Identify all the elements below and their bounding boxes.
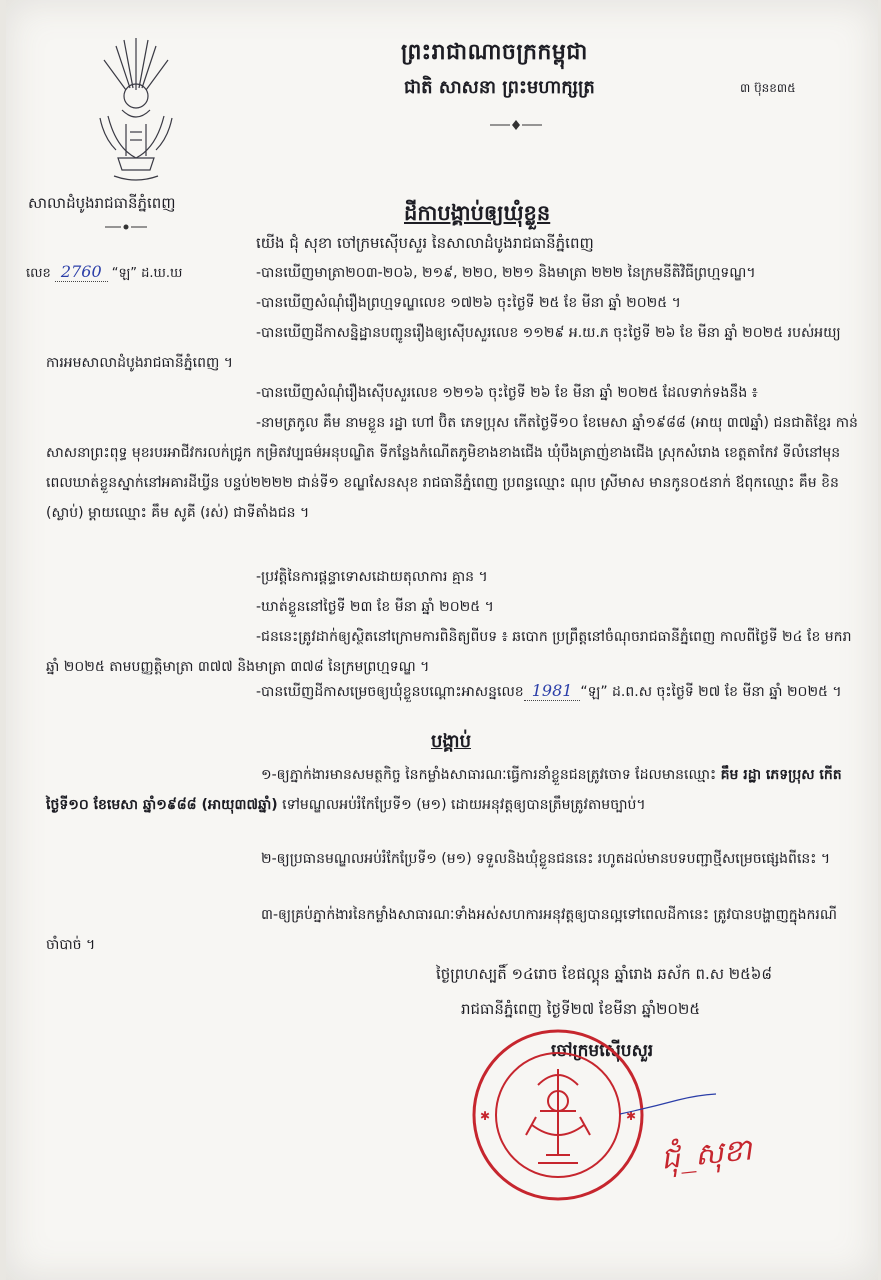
order-1-text: ១-ឲ្យភ្នាក់ងារមានសមត្ថកិច្ច នៃកម្លាំងសាធារណៈធ្វើការនាំខ្លួនជនត្រូវចោទ ដែលមានឈ្មោះ bbox=[261, 767, 721, 783]
signature-flourish-icon bbox=[618, 1092, 718, 1122]
order-1-destination: ទៅមណ្ឌលអប់រំកែប្រែទី១ (ម១) ដោយអនុវត្តឲ្យបានត្រឹមត្រូវតាមច្បាប់។ bbox=[277, 797, 646, 813]
svg-text:✱: ✱ bbox=[480, 1109, 491, 1123]
court-name: សាលាដំបូងរាជធានីភ្នំពេញ bbox=[28, 194, 176, 212]
svg-text:✱: ✱ bbox=[626, 1109, 637, 1123]
order-1 bbox=[46, 760, 861, 820]
handwritten-signature: ជុំ_សុខា bbox=[659, 1132, 754, 1177]
royal-emblem-icon bbox=[86, 28, 186, 188]
order-3: ៣-ឲ្យគ្រប់ភ្នាក់ងារនៃកម្លាំងសាធារណៈទាំងអស់សហការអនុវត្តឲ្យបានល្អទៅពេលដីកានេះ ត្រូវបានបង្ហាញក្នុងករណីចាំបាច់ ។ bbox=[46, 907, 837, 953]
doc-no-label: លេខ bbox=[26, 266, 51, 281]
clause-prosecutor-referral: -បានឃើញដីកាសន្និដ្ឋានបញ្ជូនរឿងឲ្យស៊ើបសួរលេខ ១១២៩ អ.យ.ភ ចុះថ្ងៃទី ២៦ ខែ មីនា ឆ្នាំ ២០២៥ របស់អយ្យការអមសាលាដំបូងរាជធានីភ្នំពេញ ។ bbox=[46, 325, 841, 371]
clause-case-file: -បានឃើញសំណុំរឿងព្រហ្មទណ្ឌលេខ ១៧២៦ ចុះថ្ងៃទី ២៥ ខែ មីនា ឆ្នាំ ២០២៥ ។ bbox=[256, 295, 681, 311]
clause-arrest-date: -ឃាត់ខ្លួននៅថ្ងៃទី ២៣ ខែ មីនា ឆ្នាំ ២០២៥ ។ bbox=[256, 599, 494, 615]
court-ornament-icon bbox=[101, 222, 151, 232]
document-number bbox=[26, 262, 182, 284]
detention-order-suffix: “ឡ” ដ.ព.ស ចុះថ្ងៃទី ២៧ ខែ មីនា ឆ្នាំ ២០២៥ ។ bbox=[580, 684, 842, 700]
detention-order-prefix: -បានឃើញដីកាសម្រេចឲ្យឃុំខ្លួនបណ្តោះអាសន្នលេខ bbox=[256, 684, 524, 700]
document-title: ដីកាបង្គាប់ឲ្យឃុំខ្លួន bbox=[404, 201, 551, 225]
judge-title: ចៅក្រមស៊ើបសួរ bbox=[551, 1041, 654, 1061]
detention-order-handwritten-number: 1981 bbox=[524, 681, 581, 701]
order-1-defendant: គឹម រដ្ឋា ភេទប្រុស កើតថ្ងៃទី១០ ខែមេសា ឆ្នាំ១៩៨៨ (អាយុ៣៧ឆ្នាំ) bbox=[46, 767, 842, 813]
document-page bbox=[6, 0, 878, 1280]
clause-defendant-identity: -នាមត្រកូល គឹម នាមខ្លួន រដ្ឋា ហៅ ប៊ិត ភេទប្រុស កើតថ្ងៃទី១០ ខែមេសា ឆ្នាំ១៩៨៨ (អាយុ ៣៧ឆ្នាំ) ជនជាតិខ្មែរ កាន់សាសនាព្រះពុទ្ធ មុខរបរអាជីវករលក់ជ្រូក កម្រិតវប្បធម៌អនុបណ្ឌិត ទីកន្លែងកំណើតភូមិខាងខាងជើង ឃុំបឹងត្រាញ់ខាងជើង ស្រុកសំរោង ខេត្តតាកែវ ទីលំនៅមុនពេលឃាត់ខ្លួនស្នាក់នៅអគារដីឃ្វីន បន្ទប់២២២២ ជាន់ទី១ ខណ្ឌសែនសុខ រាជធានីភ្នំពេញ ប្រពន្ធឈ្មោះ ណុប ស្រីមាស មានកូន០៥នាក់ ឪពុកឈ្មោះ គឹម ខិន (ស្លាប់) ម្តាយឈ្មោះ គឹម សូគី (រស់) ជាទីតាំងជន ។ bbox=[46, 415, 858, 521]
national-motto: ជាតិ សាសនា ព្រះមហាក្សត្រ bbox=[404, 77, 595, 98]
clause-detention-order bbox=[46, 676, 861, 707]
clause-investigation-file: -បានឃើញសំណុំរឿងស៊ើបសួរលេខ ១២១៦ ចុះថ្ងៃទី ២៦ ខែ មីនា ឆ្នាំ ២០២៥ ដែលទាក់ទងនឹង ៖ bbox=[256, 385, 758, 401]
judge-intro: យើង ជុំ សុខា ចៅក្រមស៊ើបសួរ នៃសាលាដំបូងរាជធានីភ្នំពេញ bbox=[256, 234, 594, 252]
clause-charge: -ជននេះត្រូវដាក់ឲ្យស្ថិតនៅក្រោមការពិនិត្យពីបទ ៖ ឆបោក ប្រព្រឹត្តនៅចំណុចរាជធានីភ្នំពេញ កាលពីថ្ងៃទី ២៤ ខែ មករា ឆ្នាំ ២០២៥ តាមបញ្ញត្តិមាត្រា ៣៧៧ និងមាត្រា ៣៧៨ នៃក្រមព្រហ្មទណ្ឌ ។ bbox=[46, 629, 852, 675]
doc-no-handwritten: 2760 bbox=[55, 262, 108, 282]
kingdom-heading: ព្រះរាជាណាចក្រកម្ពុជា bbox=[401, 40, 588, 65]
lunar-date: ថ្ងៃព្រហស្បតិ៍ ១៤រោច ខែផល្គុន ឆ្នាំរោង ឆស័ក ព.ស ២៥៦៨ bbox=[436, 965, 773, 983]
decision-heading: បង្គាប់ bbox=[431, 731, 471, 752]
order-2: ២-ឲ្យប្រធានមណ្ឌលអប់រំកែប្រែទី១ (ម១) ទទួលនិងឃុំខ្លួនជននេះ រហូតដល់មានបទបញ្ជាថ្មីសម្រេចផ្សេងពីនេះ ។ bbox=[261, 851, 831, 867]
clause-criminal-record: -ប្រវត្តិនៃការផ្តន្ទាទោសដោយតុលាការ គ្មាន ។ bbox=[256, 569, 488, 585]
reference-code: ៣ ប៊ុនខ៣៥ bbox=[740, 81, 796, 95]
clause-articles: -បានឃើញមាត្រា២០៣-២០៦, ២១៩, ២២០, ២២១ និងមាត្រា ២២២ នៃក្រមនីតិវិធីព្រហ្មទណ្ឌ។ bbox=[256, 265, 756, 281]
ornament-divider-icon bbox=[486, 118, 546, 132]
place-and-date: រាជធានីភ្នំពេញ ថ្ងៃទី២៧ ខែមីនា ឆ្នាំ២០២៥ bbox=[461, 1000, 701, 1018]
doc-no-suffix: “ឡ” ដ.ឃ.ឃ bbox=[111, 266, 183, 281]
